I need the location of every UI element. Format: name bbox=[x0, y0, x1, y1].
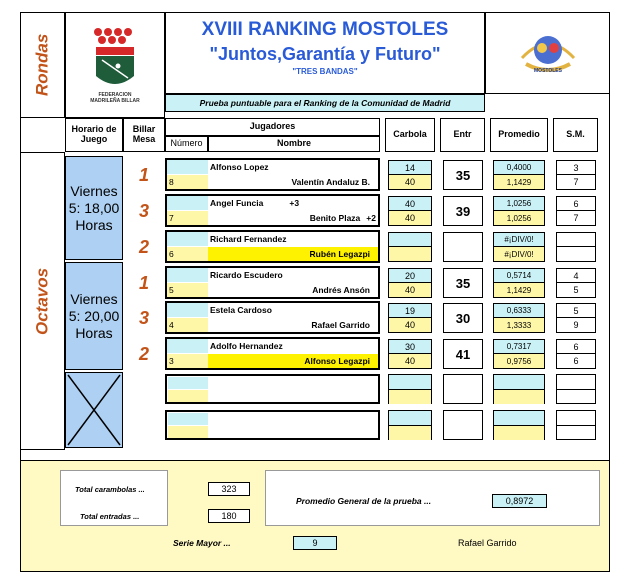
club-logo-icon bbox=[518, 28, 578, 78]
promedio-1: 0,7317 bbox=[494, 340, 544, 354]
player-one-name: Angel Funcia bbox=[210, 198, 264, 208]
promedio-cell bbox=[493, 303, 545, 333]
carbola-cell bbox=[388, 196, 432, 226]
serie-mayor-value: 9 bbox=[293, 536, 337, 550]
promedio-2: 1,0256 bbox=[494, 211, 544, 225]
carbola-1 bbox=[389, 233, 431, 247]
player-number: 7 bbox=[167, 211, 208, 225]
player-two bbox=[208, 318, 378, 332]
player-one bbox=[208, 268, 378, 282]
sm-2: 7 bbox=[573, 177, 579, 187]
empty-prom-2 bbox=[493, 410, 545, 440]
sm-cell bbox=[556, 160, 596, 190]
empty-row-2 bbox=[165, 410, 380, 440]
empty-sm-2 bbox=[556, 410, 596, 440]
federation-logo-icon bbox=[88, 26, 142, 92]
empty-row-1 bbox=[165, 374, 380, 404]
player-number: 6 bbox=[167, 247, 208, 261]
promedio-1: 1,0256 bbox=[494, 197, 544, 211]
time-slot-1 bbox=[65, 156, 123, 260]
carbola-cell bbox=[388, 160, 432, 190]
title-line2: "Juntos,Garantía y Futuro" bbox=[209, 44, 441, 64]
player-one bbox=[208, 160, 378, 174]
player-two-name: Andrés Ansón bbox=[312, 285, 370, 295]
player-two bbox=[208, 354, 378, 368]
carbola-2: 40 bbox=[389, 283, 431, 297]
player-two bbox=[208, 175, 378, 189]
empty-sm-1 bbox=[556, 374, 596, 404]
title-line3: "TRES BANDAS" bbox=[292, 67, 358, 76]
carbola-1: 20 bbox=[389, 269, 431, 283]
right-logo bbox=[485, 12, 610, 94]
player-two-name: Alfonso Legazpi bbox=[304, 356, 370, 366]
sm-1: 6 bbox=[557, 197, 595, 211]
empty-cyan bbox=[168, 413, 208, 425]
promedio-cell bbox=[493, 232, 545, 262]
carbola-1: 19 bbox=[389, 304, 431, 318]
sm-cell bbox=[556, 196, 596, 226]
number-cyan bbox=[167, 160, 208, 174]
player-two-name: Valentín Andaluz B. bbox=[291, 177, 370, 187]
player-number: 3 bbox=[167, 354, 208, 368]
header-jugadores: Jugadores bbox=[165, 118, 380, 136]
header-promedio: Promedio bbox=[490, 118, 548, 152]
sm-1: 6 bbox=[557, 340, 595, 354]
carbola-2 bbox=[389, 247, 431, 261]
mesa-number: 3 bbox=[138, 308, 149, 328]
carbola-cell bbox=[388, 339, 432, 369]
time-slot-1-text: Viernes 5: 18,00 Horas bbox=[68, 182, 120, 233]
serie-mayor-player: Rafael Garrido bbox=[458, 538, 517, 548]
promedio-1: 0,4000 bbox=[494, 161, 544, 175]
time-slot-2-text: Viernes 5: 20,00 Horas bbox=[68, 290, 120, 341]
sm-1: 4 bbox=[557, 269, 595, 283]
promedio-2: 1,1429 bbox=[494, 283, 544, 297]
player-one-name: Richard Fernandez bbox=[210, 234, 287, 244]
promedio-2: 1,3333 bbox=[494, 318, 544, 332]
sm-1: 3 bbox=[557, 161, 595, 175]
player-two bbox=[208, 211, 378, 225]
empty-entr-2 bbox=[443, 410, 483, 440]
total-carambolas-label: Total carambolas ... bbox=[75, 485, 145, 494]
mesa-number: 1 bbox=[138, 273, 149, 293]
player-two bbox=[208, 283, 378, 297]
promedio-value: 0,8972 bbox=[492, 494, 547, 508]
player-two-extra: +2 bbox=[366, 213, 376, 223]
title-block bbox=[165, 12, 485, 94]
entr-cell bbox=[443, 232, 483, 262]
promedio-1: #¡DIV/0! bbox=[494, 233, 544, 247]
player-two bbox=[208, 247, 378, 261]
carbola-2: 40 bbox=[389, 318, 431, 332]
sm-1: 5 bbox=[557, 304, 595, 318]
player-one bbox=[208, 196, 378, 210]
sm-2: 6 bbox=[573, 356, 579, 366]
entr-cell: 41 bbox=[443, 339, 483, 369]
number-cyan bbox=[167, 339, 208, 353]
sm-2: 5 bbox=[573, 285, 579, 295]
sm-cell bbox=[556, 339, 596, 369]
carbola-cell bbox=[388, 268, 432, 298]
sm-2 bbox=[557, 247, 595, 261]
empty-cyan bbox=[168, 377, 208, 389]
player-one bbox=[208, 232, 378, 246]
promedio-1: 0,6333 bbox=[494, 304, 544, 318]
empty-yellow bbox=[168, 426, 208, 438]
carbola-2: 40 bbox=[389, 175, 431, 189]
player-two-name: Rafael Garrido bbox=[311, 320, 370, 330]
player-two-name: Rubén Legazpi bbox=[309, 249, 370, 259]
octavos-cell bbox=[20, 152, 65, 450]
player-number: 8 bbox=[167, 175, 208, 189]
player-number: 5 bbox=[167, 283, 208, 297]
header-horario: Horario de Juego bbox=[65, 118, 123, 152]
player-two-name: Benito Plaza bbox=[309, 213, 361, 223]
player-one-name: Ricardo Escudero bbox=[210, 270, 283, 280]
entr-cell: 35 bbox=[443, 160, 483, 190]
promedio-cell bbox=[493, 339, 545, 369]
player-one bbox=[208, 339, 378, 353]
entr-cell: 35 bbox=[443, 268, 483, 298]
promedio-2: 0,9756 bbox=[494, 354, 544, 368]
octavos-label: Octavos bbox=[32, 267, 52, 335]
mesa-number: 1 bbox=[138, 165, 149, 185]
header-numero: Número bbox=[165, 136, 208, 152]
subtitle: Prueba puntuable para el Ranking de la Comunidad de Madrid bbox=[165, 94, 485, 112]
promedio-cell bbox=[493, 268, 545, 298]
promedio-cell bbox=[493, 196, 545, 226]
carbola-2: 40 bbox=[389, 354, 431, 368]
mesa-number: 3 bbox=[138, 201, 149, 221]
entr-cell: 39 bbox=[443, 196, 483, 226]
total-carambolas-value: 323 bbox=[208, 482, 250, 496]
player-one-name: Adolfo Hernandez bbox=[210, 341, 283, 351]
header-entr: Entr bbox=[440, 118, 485, 152]
carbola-2: 40 bbox=[389, 211, 431, 225]
number-cyan bbox=[167, 303, 208, 317]
rondas-label: Rondas bbox=[32, 33, 52, 97]
empty-yellow bbox=[168, 390, 208, 402]
promedio-1: 0,5714 bbox=[494, 269, 544, 283]
header-billar-mesa: Billar Mesa bbox=[123, 118, 165, 152]
number-cyan bbox=[167, 232, 208, 246]
mesa-number: 2 bbox=[138, 237, 149, 257]
carbola-cell bbox=[388, 232, 432, 262]
rondas-cell bbox=[20, 12, 65, 118]
time-slot-2 bbox=[65, 262, 123, 370]
empty-time-slot bbox=[65, 372, 123, 448]
sm-cell bbox=[556, 232, 596, 262]
player-one-name: Estela Cardoso bbox=[210, 305, 272, 315]
header-sm: S.M. bbox=[553, 118, 598, 152]
header-carbola: Carbola bbox=[385, 118, 435, 152]
carbola-1: 40 bbox=[389, 197, 431, 211]
total-entradas-label: Total entradas ... bbox=[80, 512, 140, 521]
number-cyan bbox=[167, 268, 208, 282]
empty-carbola-1 bbox=[388, 374, 432, 404]
entr-cell: 30 bbox=[443, 303, 483, 333]
left-logo-text: FEDERACION MADRILEÑA BILLAR bbox=[90, 92, 140, 104]
promedio-2: #¡DIV/0! bbox=[494, 247, 544, 261]
empty-entr-1 bbox=[443, 374, 483, 404]
left-logo bbox=[65, 12, 165, 118]
promedio-cell bbox=[493, 160, 545, 190]
promedio-2: 1,1429 bbox=[494, 175, 544, 189]
title-line1: XVIII RANKING MOSTOLES bbox=[201, 19, 449, 40]
sm-2: 7 bbox=[573, 213, 579, 223]
sm-cell bbox=[556, 268, 596, 298]
sm-cell bbox=[556, 303, 596, 333]
svg-text:MOSTOLES: MOSTOLES bbox=[533, 68, 562, 74]
player-one bbox=[208, 303, 378, 317]
player-number: 4 bbox=[167, 318, 208, 332]
header-nombre: Nombre bbox=[208, 136, 380, 152]
player-one-name: Alfonso Lopez bbox=[210, 162, 269, 172]
carbola-1: 14 bbox=[389, 161, 431, 175]
serie-mayor-label: Serie Mayor ... bbox=[173, 538, 231, 548]
sm-2: 9 bbox=[573, 320, 579, 330]
carbola-cell bbox=[388, 303, 432, 333]
empty-prom-1 bbox=[493, 374, 545, 404]
sm-1 bbox=[557, 233, 595, 247]
empty-carbola-2 bbox=[388, 410, 432, 440]
total-entradas-value: 180 bbox=[208, 509, 250, 523]
promedio-label: Promedio General de la prueba ... bbox=[296, 496, 432, 506]
number-cyan bbox=[167, 196, 208, 210]
carbola-1: 30 bbox=[389, 340, 431, 354]
player-one-extra: +3 bbox=[289, 198, 300, 208]
mesa-number: 2 bbox=[138, 344, 149, 364]
cross-icon bbox=[66, 373, 122, 447]
